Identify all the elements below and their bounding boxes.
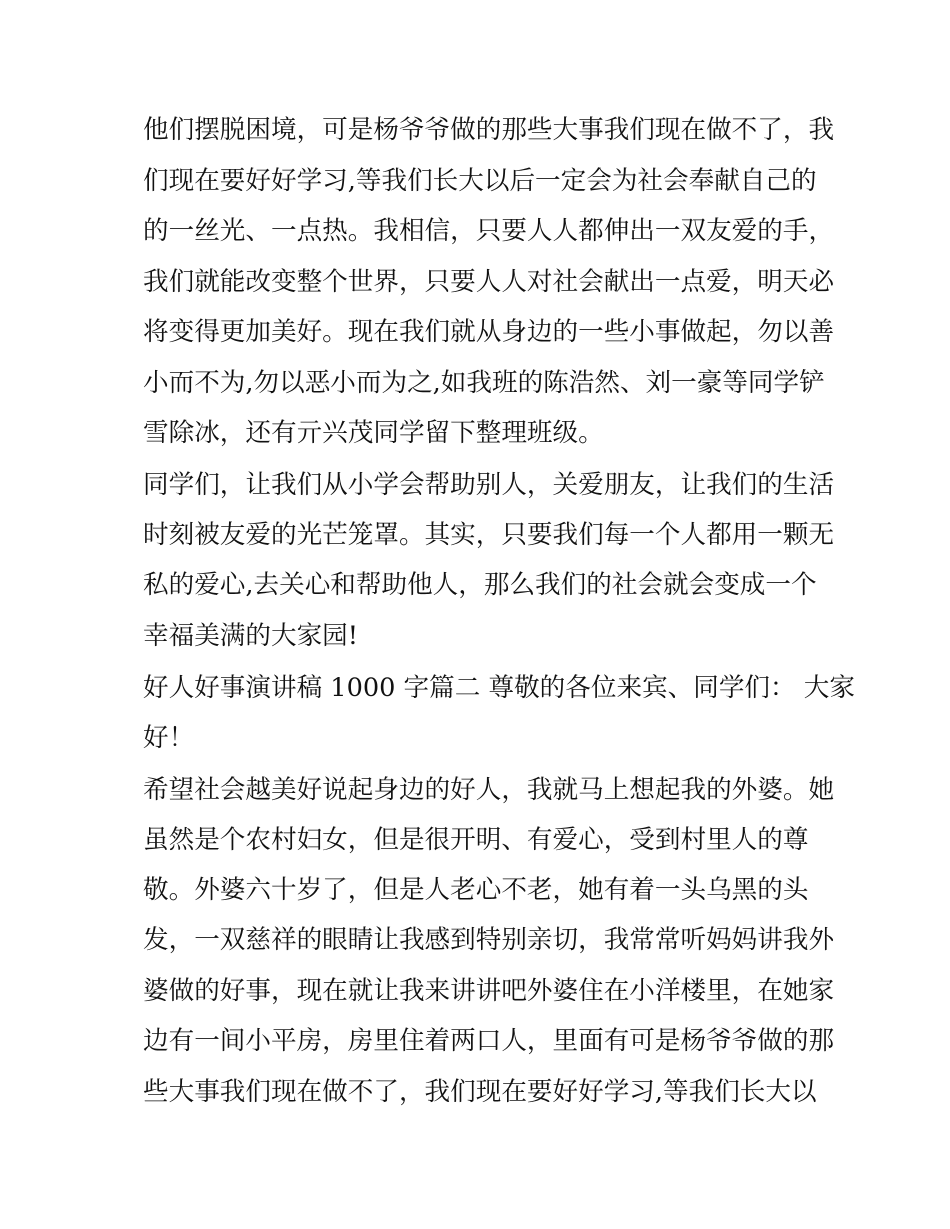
text-line: 将变得更加美好。现在我们就从身边的一些小事做起，勿以善 xyxy=(143,317,835,347)
text-line: 好！ xyxy=(143,723,195,753)
text-line: 敬。外婆六十岁了，但是人老心不老，她有着一头乌黑的头 xyxy=(143,875,809,905)
text-line: 时刻被友爱的光芒笼罩。其实，只要我们每一个人都用一颗无 xyxy=(143,520,835,550)
text-line: 同学们，让我们从小学会帮助别人，关爱朋友，让我们的生活 xyxy=(143,470,835,500)
text-line: 小而不为,勿以恶小而为之,如我班的陈浩然、刘一豪等同学铲 xyxy=(143,368,825,398)
text-line: 好人好事演讲稿 1000 字篇二 尊敬的各位来宾、同学们： 大家 xyxy=(143,673,855,703)
text-line: 婆做的好事，现在就让我来讲讲吧外婆住在小洋楼里，在她家 xyxy=(143,976,835,1006)
text-line: 的一丝光、一点热。我相信，只要人人都伸出一双友爱的手， xyxy=(143,216,835,246)
text-line: 希望社会越美好说起身边的好人，我就马上想起我的外婆。她 xyxy=(143,775,835,805)
text-line: 发，一双慈祥的眼睛让我感到特别亲切，我常常听妈妈讲我外 xyxy=(143,925,835,955)
text-line: 边有一间小平房，房里住着两口人，里面有可是杨爷爷做的那 xyxy=(143,1026,835,1056)
text-line: 虽然是个农村妇女，但是很开明、有爱心，受到村里人的尊 xyxy=(143,825,809,855)
text-line: 幸福美满的大家园! xyxy=(143,621,359,651)
text-line: 雪除冰，还有亓兴茂同学留下整理班级。 xyxy=(143,418,604,448)
text-line: 私的爱心,去关心和帮助他人，那么我们的社会就会变成一个 xyxy=(143,570,817,600)
text-line: 们现在要好好学习,等我们长大以后一定会为社会奉献自己的 xyxy=(143,166,817,196)
text-line: 些大事我们现在做不了，我们现在要好好学习,等我们长大以 xyxy=(143,1077,817,1107)
text-line: 他们摆脱困境，可是杨爷爷做的那些大事我们现在做不了，我 xyxy=(143,115,835,145)
text-line: 我们就能改变整个世界，只要人人对社会献出一点爱，明天必 xyxy=(143,267,835,297)
